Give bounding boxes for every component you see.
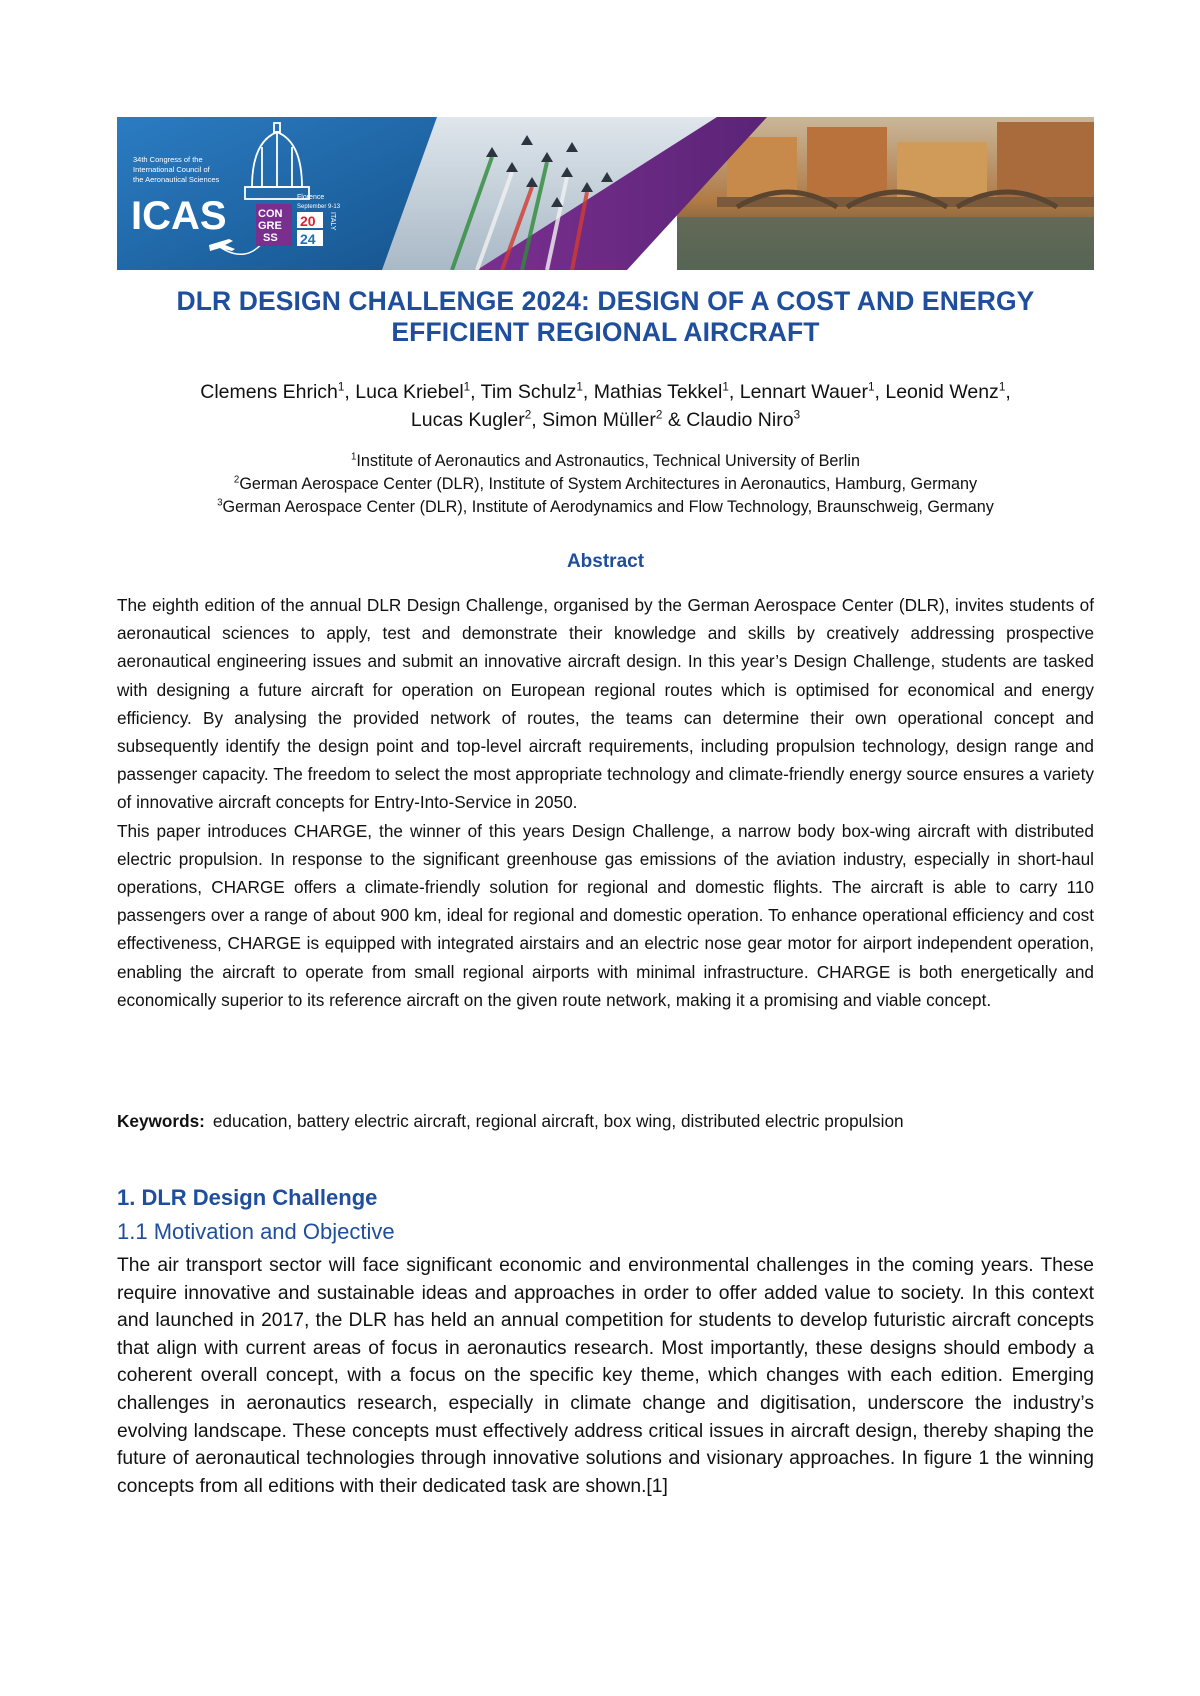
affiliation-mark: 1 xyxy=(351,451,357,463)
affiliation-mark: 1 xyxy=(998,380,1006,394)
affiliation-list xyxy=(117,450,1094,519)
affiliation-mark: 3 xyxy=(793,408,801,422)
affiliation-item xyxy=(117,473,1094,496)
congress-line-2: International Council of xyxy=(133,165,210,174)
year-second-half: 24 xyxy=(300,231,316,247)
keywords-text: education, battery electric aircraft, regional aircraft, box wing, distributed electric propulsion xyxy=(212,1111,904,1131)
author-list xyxy=(117,378,1094,434)
dates-label: September 9-13 xyxy=(297,204,341,210)
author-line-1: Clemens Ehrich$^1$, Luca Kriebel$^1$, Tim Schulz$^1$, Mathias Tekkel$^1$, Lennart Wauer$^1$, Leonid Wenz$^1$, xyxy=(200,380,1011,403)
author-name: Mathias Tekkel xyxy=(593,381,723,403)
paper-title xyxy=(117,286,1094,348)
abstract-paragraph-1: The eighth edition of the annual DLR Design Challenge, organised by the German Aerospace Center (DLR), invites students of aeronautical sciences to apply, test and demonstrate their knowledge and skills by creatively addressing prospective aeronautical engineering issues and submit an innovative aircraft design. In this year’s Design Challenge, students are tasked with designing a future aircraft for operation on European regional routes which is optimised for economical and energy efficiency. By analysing the provided network of routes, the teams can determine their own operational concept and subsequently identify the design point and top-level aircraft requirements, including propulsion technology, design range and passenger capacity. The freedom to select the most appropriate technology and climate-friendly energy source ensures a variety of innovative aircraft concepts for Entry-Into-Service in 2050. xyxy=(117,595,1094,813)
conference-banner xyxy=(117,117,1094,270)
author-name: Simon Müller xyxy=(542,409,656,431)
ss-label: SS xyxy=(263,232,278,244)
subsection-heading: 1.1 Motivation and Objective xyxy=(117,1219,395,1244)
author-name: Clemens Ehrich xyxy=(200,381,338,403)
author-name: Lennart Wauer xyxy=(739,381,868,403)
con-label: CON xyxy=(258,208,283,220)
author-name: Luca Kriebel xyxy=(355,381,464,403)
author-name: Claudio Niro xyxy=(686,409,794,431)
author-name: Leonid Wenz xyxy=(885,381,999,403)
country-label: ITALY xyxy=(329,212,336,231)
title-line-1: DLR DESIGN CHALLENGE 2024: DESIGN OF A COST AND ENERGY xyxy=(176,286,1035,316)
year-first-half: 20 xyxy=(300,213,316,229)
affiliation-mark: 1 xyxy=(463,380,471,394)
affiliation-mark: 1 xyxy=(576,380,583,394)
affiliation-mark: 2 xyxy=(524,408,532,422)
city-label: Florence xyxy=(297,194,325,201)
affiliation-text: Institute of Aeronautics and Astronautics, Technical University of Berlin xyxy=(356,452,860,470)
title-line-2: EFFICIENT REGIONAL AIRCRAFT xyxy=(391,317,820,347)
affiliation-text: German Aerospace Center (DLR), Institute of System Architectures in Aeronautics, Hamburg, Germany xyxy=(239,475,978,493)
gre-label: GRE xyxy=(258,220,282,232)
affiliation-mark: 3 xyxy=(217,497,223,509)
affiliation-mark: 1 xyxy=(722,380,729,394)
keywords-label: Keywords: xyxy=(117,1111,205,1131)
banner-graphic xyxy=(117,117,1094,270)
affiliation-mark: 1 xyxy=(337,380,345,394)
congress-line-1: 34th Congress of the xyxy=(133,155,203,164)
icas-logo: ICAS xyxy=(131,194,227,238)
body-paragraph: The air transport sector will face significant economic and environmental challenges in the coming years. These require innovative and sustainable ideas and approaches in order to offer added value to society. In this context and launched in 2017, the DLR has held an annual competition for students to develop futuristic aircraft concepts that align with current areas of focus in aeronautics research. Most importantly, these designs should embody a coherent overall concept, with a focus on the specific key theme, which changes with each edition. Emerging challenges in aeronautics research, especially in climate change and digitisation, underscore the industry’s evolving landscape. These concepts must effectively address critical issues in aircraft design, thereby shaping the future of aeronautical technologies through innovative solutions and visionary approaches. In figure 1 the winning concepts from all editions with their dedicated task are shown.[1] xyxy=(117,1255,1094,1497)
affiliation-text: German Aerospace Center (DLR), Institute of Aerodynamics and Flow Technology, Braunschweig, Germany xyxy=(222,498,994,516)
abstract-heading: Abstract xyxy=(566,551,645,572)
author-name: Tim Schulz xyxy=(480,381,577,403)
affiliation-mark: 2 xyxy=(655,408,663,422)
affiliation-item xyxy=(117,496,1094,519)
affiliation-item xyxy=(117,450,1094,473)
congress-line-3: the Aeronautical Sciences xyxy=(133,175,220,184)
abstract-paragraph-2: This paper introduces CHARGE, the winner of this years Design Challenge, a narrow body box-wing aircraft with distributed electric propulsion. In response to the significant greenhouse gas emissions of the aviation industry, especially in short-haul operations, CHARGE offers a climate-friendly solution for regional and domestic flights. The aircraft is able to carry 110 passengers over a range of about 900 km, ideal for regional and domestic operation. To enhance operational efficiency and cost effectiveness, CHARGE is equipped with integrated airstairs and an electric nose gear motor for airport independent operation, enabling the aircraft to operate from small regional airports with minimal infrastructure. CHARGE is both energetically and economically superior to its reference aircraft on the given route network, making it a promising and viable concept. xyxy=(117,820,1094,1010)
author-line-2: Lucas Kugler$^2$, Simon Müller$^2$ & Claudio Niro$^3$ xyxy=(410,408,801,431)
author-name: Lucas Kugler xyxy=(410,409,525,431)
section-heading: 1. DLR Design Challenge xyxy=(117,1185,378,1210)
abstract-body xyxy=(117,591,1094,1014)
affiliation-mark: 2 xyxy=(233,474,240,486)
affiliation-mark: 1 xyxy=(867,380,875,394)
keywords xyxy=(117,1107,1094,1135)
